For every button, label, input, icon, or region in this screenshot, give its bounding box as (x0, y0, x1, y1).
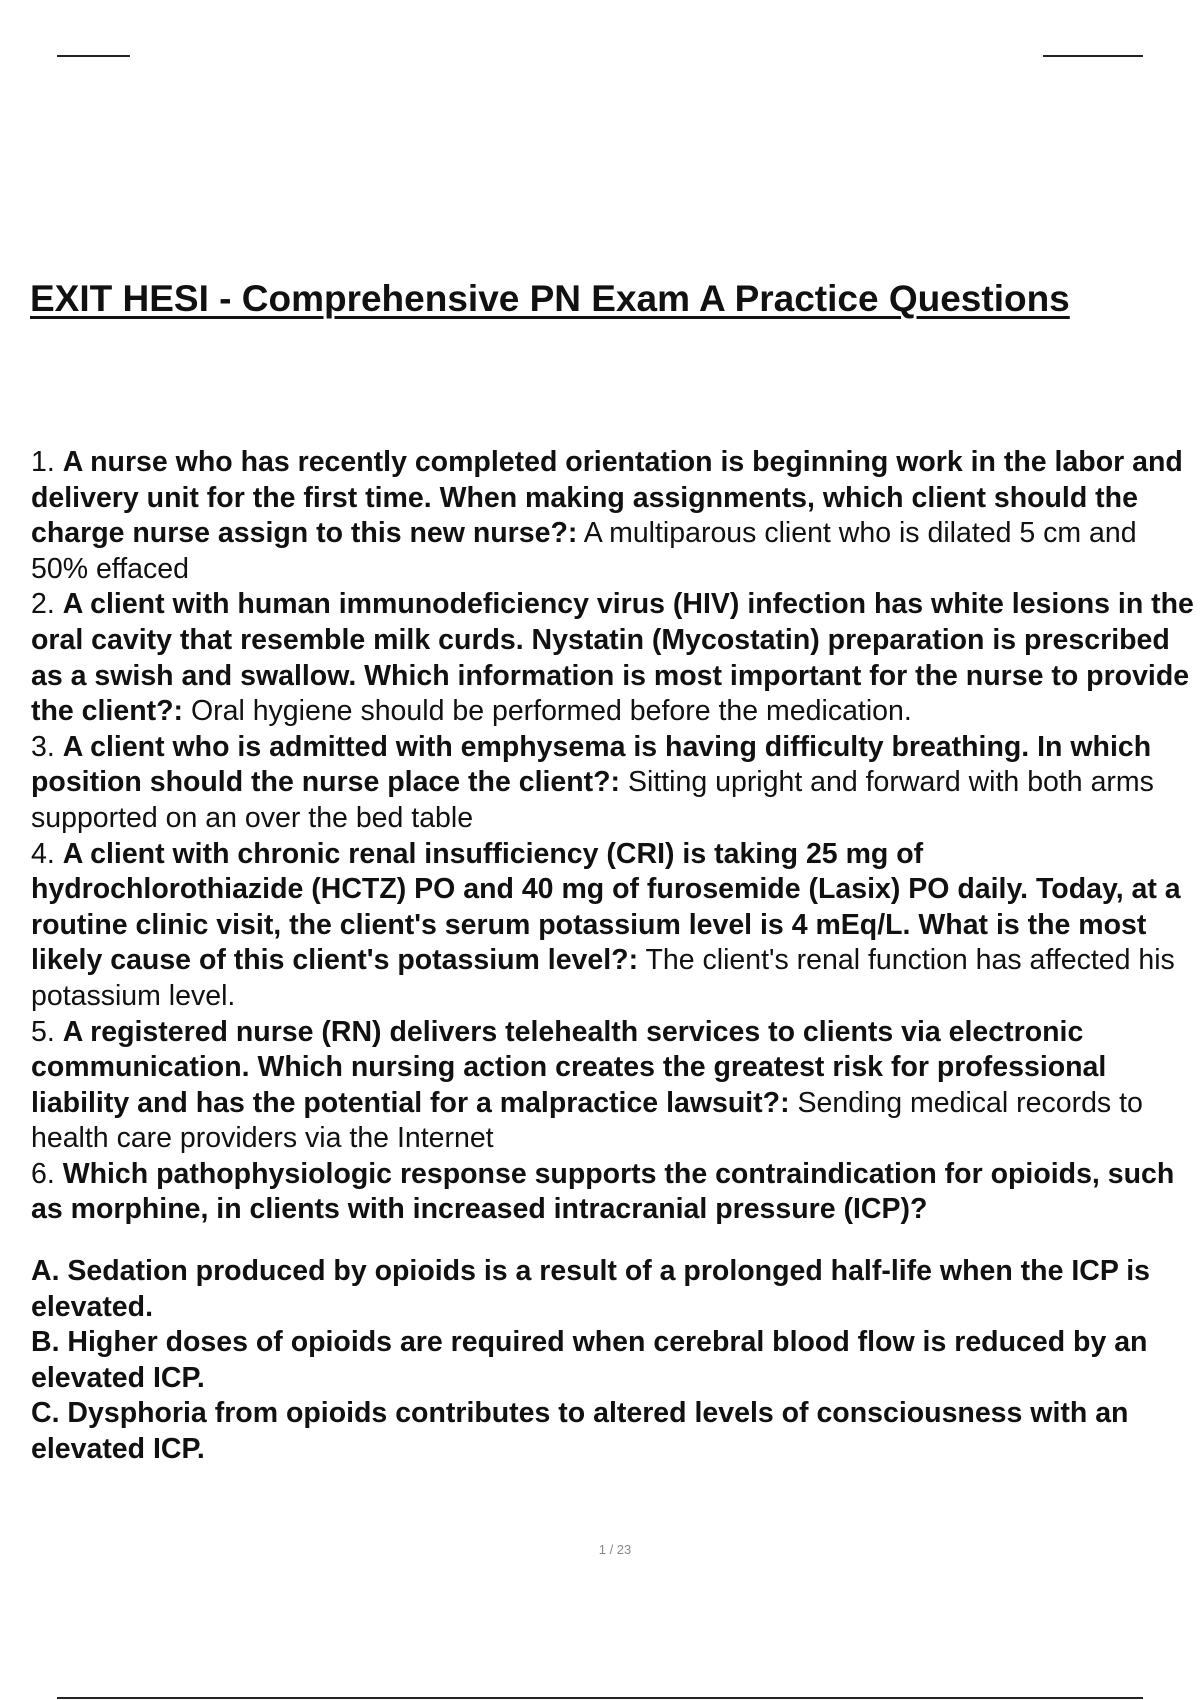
footer-rule (57, 1697, 1143, 1699)
question-text: Which pathophysiologic response supports the contraindication for opioids, such as morphine, in clients with increased intracranial pressure (ICP)? (31, 1157, 1175, 1226)
header-rule-left (57, 55, 130, 57)
question-number: 3. (31, 730, 55, 763)
page-title: EXIT HESI - Comprehensive PN Exam A Practice Questions (30, 278, 1070, 319)
question-number: 5. (31, 1015, 55, 1048)
question-text: A nurse who has recently completed orientation is beginning work in the labor and delivery unit for the first time. When making assignments, which client should the charge nurse assign to this new nurse?: (31, 446, 1183, 550)
question-list (31, 445, 1200, 1468)
question-item-1 (31, 445, 1200, 587)
question-number: 4. (31, 837, 55, 870)
answer-text: Sitting upright and forward with both arms supported on an over the bed table (31, 766, 1154, 834)
question-item-3 (31, 730, 1200, 837)
answer-options (31, 1254, 1200, 1468)
question-item-4 (31, 837, 1200, 1015)
question-number: 2. (31, 588, 55, 621)
header-rule-right (1043, 55, 1143, 57)
answer-text: A multiparous client who is dilated 5 cm and 50% effaced (31, 517, 1137, 585)
option-c: C. Dysphoria from opioids contributes to altered levels of consciousness with an elevated ICP. (31, 1397, 1129, 1466)
answer-text: The client's renal function has affected his potassium level. (31, 944, 1175, 1012)
question-number: 1. (31, 446, 55, 478)
answer-text: Oral hygiene should be performed before the medication. (190, 695, 912, 728)
answer-text: Sending medical records to health care providers via the Internet (31, 1086, 1143, 1155)
option-a: A. Sedation produced by opioids is a result of a prolonged half-life when the ICP is elevated. (31, 1255, 1151, 1323)
question-item-2 (31, 587, 1200, 729)
question-text: A client who is admitted with emphysema is having difficulty breathing. In which position should the nurse place the client?: (31, 730, 1152, 799)
question-item-5 (31, 1015, 1200, 1157)
option-b: B. Higher doses of opioids are required when cerebral blood flow is reduced by an elevated ICP. (31, 1326, 1148, 1394)
question-number: 6. (31, 1157, 55, 1190)
question-text: A client with chronic renal insufficiency (CRI) is taking 25 mg of hydrochlorothiazide (HCTZ) PO and 40 mg of furosemide (Lasix) PO daily. Today, at a routine clinic visit, the client's serum potassium level is 4 mEq/L. What is the most likely cause of this client's potassium level?: (31, 837, 1181, 977)
question-item-6 (31, 1157, 1200, 1228)
page-number: 1 / 23 (598, 1542, 632, 1557)
question-text: A registered nurse (RN) delivers telehealth services to clients via electronic communication. Which nursing action creates the greatest risk for professional liability and has the potential for a malpractice lawsuit?: (31, 1015, 1107, 1119)
question-text: A client with human immunodeficiency virus (HIV) infection has white lesions in the oral cavity that resemble milk curds. Nystatin (Mycostatin) preparation is prescribed as a swish and swallow. Which information is most important for the nurse to provide the client?: (31, 588, 1194, 728)
